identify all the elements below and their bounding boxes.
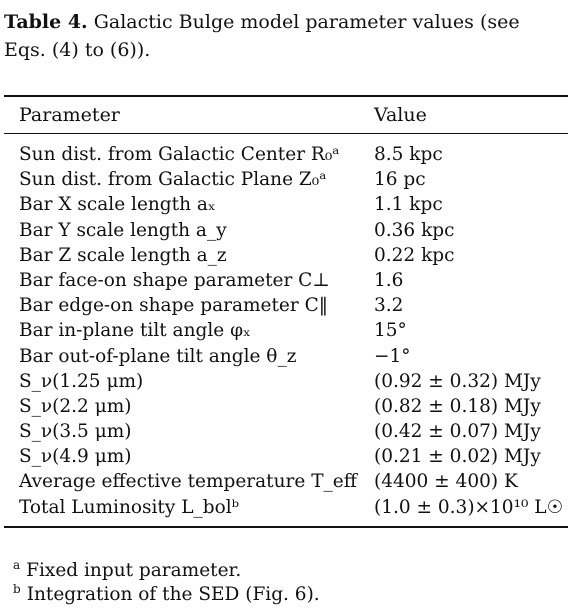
table-body xyxy=(0,142,570,520)
value-cell: 0.22 kpc xyxy=(374,244,455,266)
footnote-text: Integration of the SED (Fig. 6). xyxy=(26,584,320,605)
value-cell: (0.42 ± 0.07) MJy xyxy=(374,421,541,443)
footnote-b xyxy=(13,577,320,607)
caption-text: Galactic Bulge model parameter values (see Eqs. (4) to (6)). xyxy=(4,11,520,61)
parameter-cell: Bar X scale length aₓ xyxy=(19,194,216,216)
value-cell: (1.0 ± 0.3)×10¹⁰ L☉ xyxy=(374,496,564,518)
parameter-cell: S_ν(3.5 μm) xyxy=(19,421,132,443)
value-cell: 0.36 kpc xyxy=(374,219,455,241)
parameter-cell: Average effective temperature T_eff xyxy=(19,471,357,493)
parameter-cell: Bar face-on shape parameter C⊥ xyxy=(19,269,330,291)
table-row xyxy=(0,167,570,192)
value-cell: 15° xyxy=(374,320,407,342)
parameter-cell: Bar in-plane tilt angle φₓ xyxy=(19,320,251,342)
value-cell: (0.21 ± 0.02) MJy xyxy=(374,446,541,468)
table-row xyxy=(0,268,570,293)
caption-label: Table 4. xyxy=(4,11,88,33)
table-row xyxy=(0,243,570,268)
table-caption xyxy=(4,8,566,64)
value-cell: 8.5 kpc xyxy=(374,144,443,165)
header-value: Value xyxy=(374,104,427,126)
parameter-cell: Bar Y scale length a_y xyxy=(19,219,227,241)
footnote-mark: b xyxy=(13,582,21,596)
table-top-rule xyxy=(4,95,568,97)
table-row xyxy=(0,394,570,419)
table-bottom-rule xyxy=(4,526,568,528)
footnote-text: Fixed input parameter. xyxy=(26,560,242,581)
table-row xyxy=(0,192,570,217)
value-cell: −1° xyxy=(374,345,411,367)
table-row xyxy=(0,142,570,167)
value-cell: (0.92 ± 0.32) MJy xyxy=(374,370,541,392)
footnote-mark: a xyxy=(13,558,21,572)
table-row xyxy=(0,218,570,243)
parameter-cell: Bar edge-on shape parameter C‖ xyxy=(19,295,328,317)
header-parameter: Parameter xyxy=(19,104,120,126)
table-row xyxy=(0,318,570,343)
value-cell: 16 pc xyxy=(374,169,426,191)
parameter-cell: Sun dist. from Galactic Center R₀ᵃ xyxy=(19,144,340,165)
value-cell: (0.82 ± 0.18) MJy xyxy=(374,395,541,417)
parameter-cell: Sun dist. from Galactic Plane Z₀ᵃ xyxy=(19,169,327,191)
table-row xyxy=(0,344,570,369)
table-header-rule xyxy=(4,133,568,134)
table-row xyxy=(0,369,570,394)
table-row xyxy=(0,444,570,469)
value-cell: 3.2 xyxy=(374,295,404,317)
parameter-cell: Bar out-of-plane tilt angle θ_z xyxy=(19,345,297,367)
table-row xyxy=(0,293,570,318)
value-cell: (4400 ± 400) K xyxy=(374,471,518,493)
parameter-cell: S_ν(4.9 μm) xyxy=(19,446,132,468)
parameter-cell: S_ν(1.25 μm) xyxy=(19,370,144,392)
table-row xyxy=(0,469,570,494)
parameter-cell: Bar Z scale length a_z xyxy=(19,244,227,266)
value-cell: 1.6 xyxy=(374,269,404,291)
table-row xyxy=(0,419,570,444)
parameter-cell: S_ν(2.2 μm) xyxy=(19,395,132,417)
value-cell: 1.1 kpc xyxy=(374,194,443,216)
parameter-cell: Total Luminosity L_bolᵇ xyxy=(19,496,240,518)
table-row xyxy=(0,495,570,520)
